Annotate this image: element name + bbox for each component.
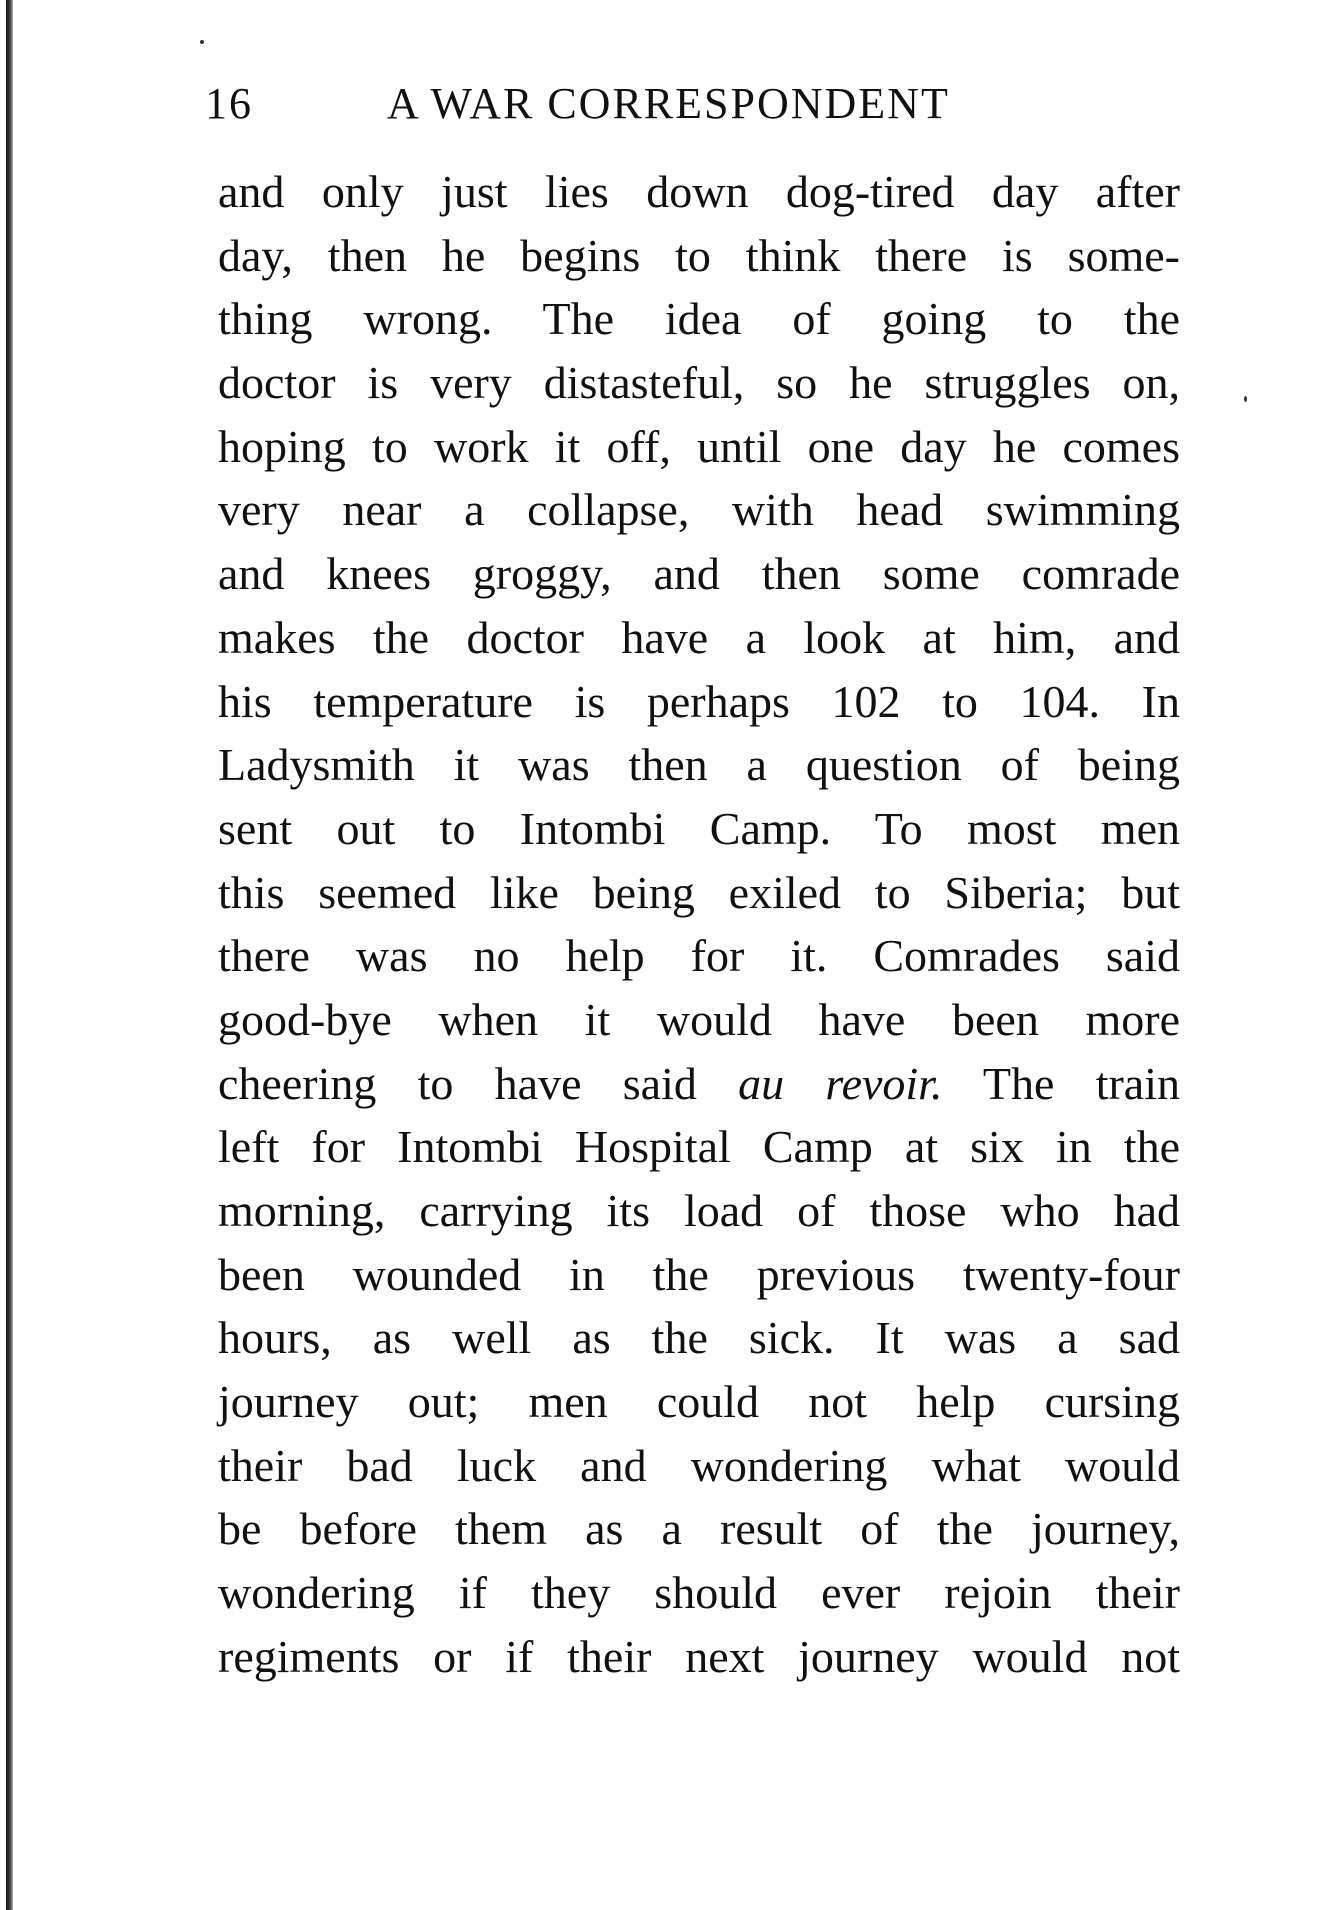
text-line: very near a collapse, with head swimming [218,484,1180,536]
body-text [218,160,1180,1689]
text-line: wondering if they should ever rejoin their [218,1567,1180,1619]
text-line: and knees groggy, and then some comrade [218,548,1180,600]
text-line: hours, as well as the sick. It was a sad [218,1312,1180,1364]
ink-speck [200,40,204,44]
text-line: makes the doctor have a look at him, and [218,611,1180,663]
text-line: hoping to work it off, until one day he comes [218,420,1180,472]
text-line: morning, carrying its load of those who had [218,1185,1180,1236]
text-line: sent out to Intombi Camp. To most men [218,802,1180,854]
ink-speck [1244,396,1247,402]
text-line: day, then he begins to think there is some- [218,229,1180,281]
text-line: be before them as a result of the journey, [218,1503,1180,1555]
text-segment: The train [942,1057,1180,1109]
text-line: doctor is very distasteful, so he struggles on, [218,357,1180,409]
italic-phrase: au revoir. [738,1057,943,1109]
text-line: thing wrong. The idea of going to the [218,293,1180,345]
text-line: his temperature is perhaps 102 to 104. In [218,675,1180,727]
text-line: journey out; men could not help cursing [218,1376,1180,1428]
text-line: there was no help for it. Comrades said [218,930,1180,982]
text-line: good-bye when it would have been more [218,993,1180,1045]
text-line-with-italic [218,1052,1180,1116]
running-head [205,78,1035,138]
running-title: A WAR CORRESPONDENT [387,79,950,128]
text-line: this seemed like being exiled to Siberia; but [218,866,1180,918]
text-line: regiments or if their next journey would not [218,1630,1180,1682]
text-line: and only just lies down dog-tired day after [218,166,1180,217]
text-line: Ladysmith it was then a question of being [218,739,1180,791]
text-line: their bad luck and wondering what would [218,1439,1180,1491]
text-line: left for Intombi Hospital Camp at six in the [218,1121,1180,1173]
binding-edge [6,0,13,1910]
text-line: been wounded in the previous twenty-four [218,1248,1180,1300]
text-segment: cheering to have said [218,1057,739,1109]
page-number: 16 [205,79,253,128]
